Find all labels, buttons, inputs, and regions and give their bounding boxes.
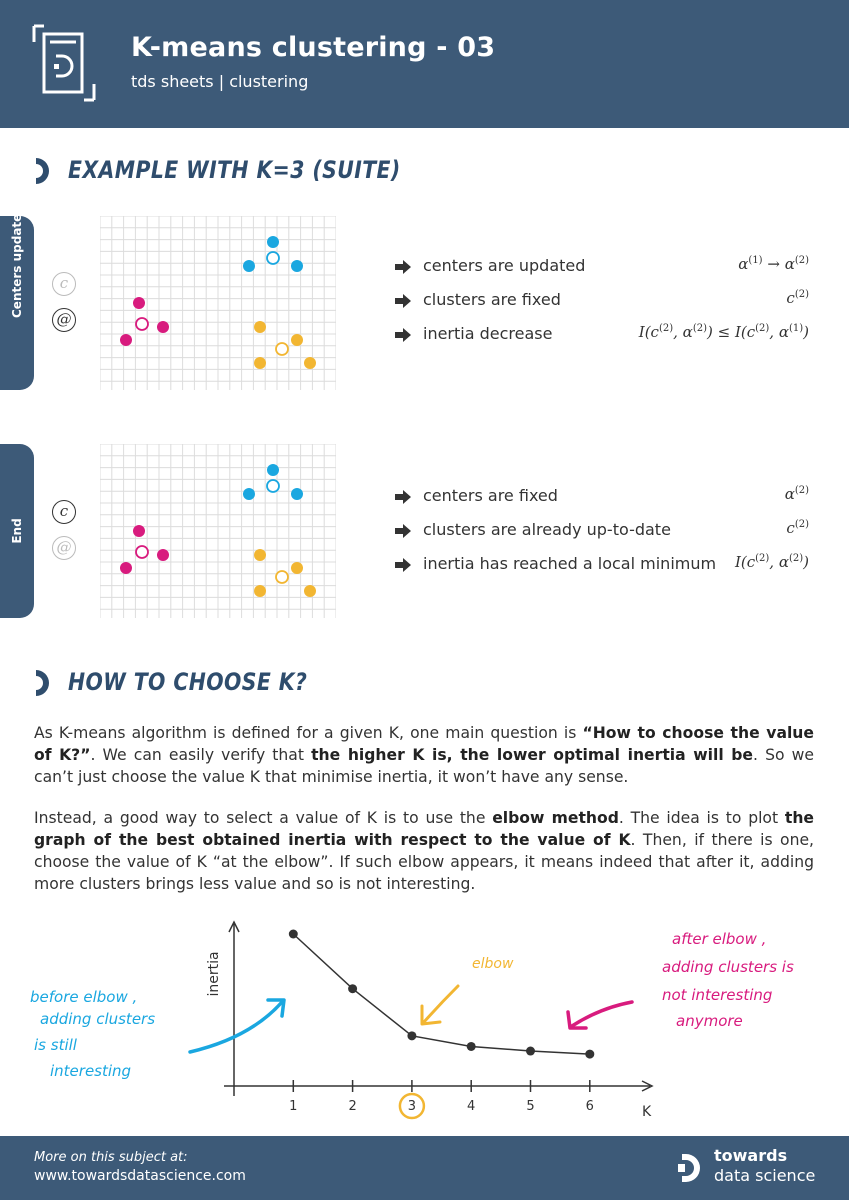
annotation-before-1: before elbow ,: [30, 988, 138, 1006]
bullet-math: $\alpha^{(2)}$: [784, 485, 809, 503]
data-point: [120, 562, 132, 574]
data-point: [291, 260, 303, 272]
x-tick-label: 6: [585, 1099, 594, 1114]
annotation-elbow: elbow: [472, 956, 514, 972]
bullet-text: clusters are already up-to-date: [423, 520, 671, 539]
bullet-text: clusters are fixed: [423, 290, 561, 309]
section-bullet-icon: [34, 668, 56, 698]
section-title-example: EXAMPLE WITH K=3 (SUITE): [68, 156, 401, 184]
data-point: [467, 1042, 476, 1051]
annotation-before-2: adding clusters: [40, 1010, 156, 1028]
x-tick-label: 4: [467, 1099, 476, 1114]
elbow-chart: [0, 910, 849, 1130]
text: As K-means algorithm is defined for a given K, one main question is: [34, 724, 583, 742]
tds-sheet-logo-icon: [30, 22, 100, 104]
annotation-before-4: interesting: [50, 1062, 132, 1080]
brand-name: towards: [714, 1146, 788, 1165]
bullet-text: centers are updated: [423, 256, 586, 275]
annotation-after-1: after elbow ,: [672, 930, 767, 948]
data-point: [291, 334, 303, 346]
data-point: [133, 525, 145, 537]
data-point: [254, 357, 266, 369]
bullet-item: [394, 323, 809, 347]
bullet-text: inertia has reached a local minimum: [423, 554, 717, 573]
x-tick-label: 5: [526, 1099, 535, 1114]
bullet-math: $I(c^{(2)}$, $\alpha^{(2)}$): [734, 553, 809, 571]
arrow-right-icon: [394, 259, 412, 275]
cluster-center: [276, 571, 288, 583]
arrow-right-icon: [394, 523, 412, 539]
bullet-item: [394, 553, 809, 577]
symbol-c: c: [52, 500, 76, 524]
bullet-item: [394, 255, 809, 279]
bold-text: the graph of the best obtained inertia with respect to the value of K: [34, 809, 814, 849]
data-point: [407, 1031, 416, 1040]
annotation-after-2: adding clusters is: [662, 958, 794, 976]
bullet-item: [394, 289, 809, 313]
side-tab-label: End: [10, 518, 24, 544]
header-banner: [0, 0, 849, 128]
symbol-c: c: [52, 272, 76, 296]
data-point: [289, 930, 298, 939]
text: . Then, if there is one, choose the value of K “at the elbow”. If such elbow appears, it means indeed that after it, adding more clusters brings less value and so is not interesting.: [34, 831, 815, 893]
data-point: [254, 585, 266, 597]
data-point: [133, 297, 145, 309]
text: . The idea is to plot: [618, 809, 785, 827]
annotation-after-4: anymore: [676, 1012, 743, 1030]
text: Instead, a good way to select a value of K is to use the: [34, 809, 493, 827]
footer-link[interactable]: www.towardsdatascience.com: [34, 1168, 246, 1184]
symbol-alpha: @: [52, 536, 76, 560]
data-point: [526, 1047, 535, 1056]
x-tick-label: 3: [407, 1099, 417, 1114]
cluster-center: [136, 546, 148, 558]
bold-text: “How to choose the value of K?”: [34, 724, 814, 764]
before-arrow-icon: [190, 1002, 282, 1052]
data-point: [157, 549, 169, 561]
paragraph: [34, 807, 814, 895]
bullet-math: $I(c^{(2)}$, $\alpha^{(2)}) \le I(c^{(2)}$, $\alpha^{(1)}$): [638, 323, 809, 341]
annotation-after-3: not interesting: [662, 986, 773, 1004]
arrow-right-icon: [394, 489, 412, 505]
data-point: [291, 562, 303, 574]
section-title-choose-k: HOW TO CHOOSE K?: [68, 668, 308, 696]
data-point: [267, 236, 279, 248]
data-point: [348, 984, 357, 993]
arrow-right-icon: [394, 293, 412, 309]
x-tick-label: 2: [348, 1099, 357, 1114]
tds-logo-icon: [676, 1152, 702, 1184]
cluster-grid-plot: [100, 444, 336, 618]
data-point: [120, 334, 132, 346]
page-subtitle: tds sheets | clustering: [131, 72, 309, 91]
footer: [0, 1136, 849, 1200]
cluster-grid-plot: [100, 216, 336, 390]
data-point: [267, 464, 279, 476]
paragraph: [34, 722, 814, 788]
data-point: [304, 585, 316, 597]
data-point: [291, 488, 303, 500]
side-tab-label: [0, 294, 34, 308]
data-point: [243, 488, 255, 500]
cluster-center: [136, 318, 148, 330]
text: . So we can’t just choose the value K that minimise inertia, it won’t have any sense.: [34, 746, 814, 786]
bullet-text: inertia decrease: [423, 324, 553, 343]
page-title: K-means clustering - 03: [131, 32, 496, 63]
footer-caption: More on this subject at:: [34, 1150, 188, 1165]
bullet-item: [394, 485, 809, 509]
data-point: [254, 321, 266, 333]
arrow-right-icon: [394, 327, 412, 343]
data-point: [585, 1050, 594, 1059]
data-point: [254, 549, 266, 561]
brand-name-2: data science: [714, 1166, 816, 1185]
cluster-center: [276, 343, 288, 355]
series-line: [293, 934, 590, 1054]
bullet-text: centers are fixed: [423, 486, 558, 505]
cluster-center: [267, 480, 279, 492]
cluster-center: [267, 252, 279, 264]
data-point: [157, 321, 169, 333]
bold-text: the higher K is, the lower optimal inertia will be: [311, 746, 754, 764]
data-point: [243, 260, 255, 272]
text: . We can easily verify that: [90, 746, 312, 764]
bullet-math: $\alpha^{(1)} \to \alpha^{(2)}$: [738, 255, 809, 273]
section-bullet-icon: [34, 156, 56, 186]
data-point: [304, 357, 316, 369]
after-arrow-icon: [572, 1002, 632, 1026]
arrow-right-icon: [394, 557, 412, 573]
bullet-item: [394, 519, 809, 543]
x-axis-label: K: [642, 1104, 652, 1120]
y-axis-label: inertia: [206, 951, 222, 997]
bullet-math: $c^{(2)}$: [786, 289, 809, 307]
bullet-math: $c^{(2)}$: [786, 519, 809, 537]
annotation-before-3: is still: [34, 1036, 77, 1054]
symbol-alpha: @: [52, 308, 76, 332]
x-tick-label: 1: [289, 1099, 298, 1114]
elbow-arrow-icon: [424, 986, 458, 1022]
bold-text: elbow method: [492, 809, 619, 827]
